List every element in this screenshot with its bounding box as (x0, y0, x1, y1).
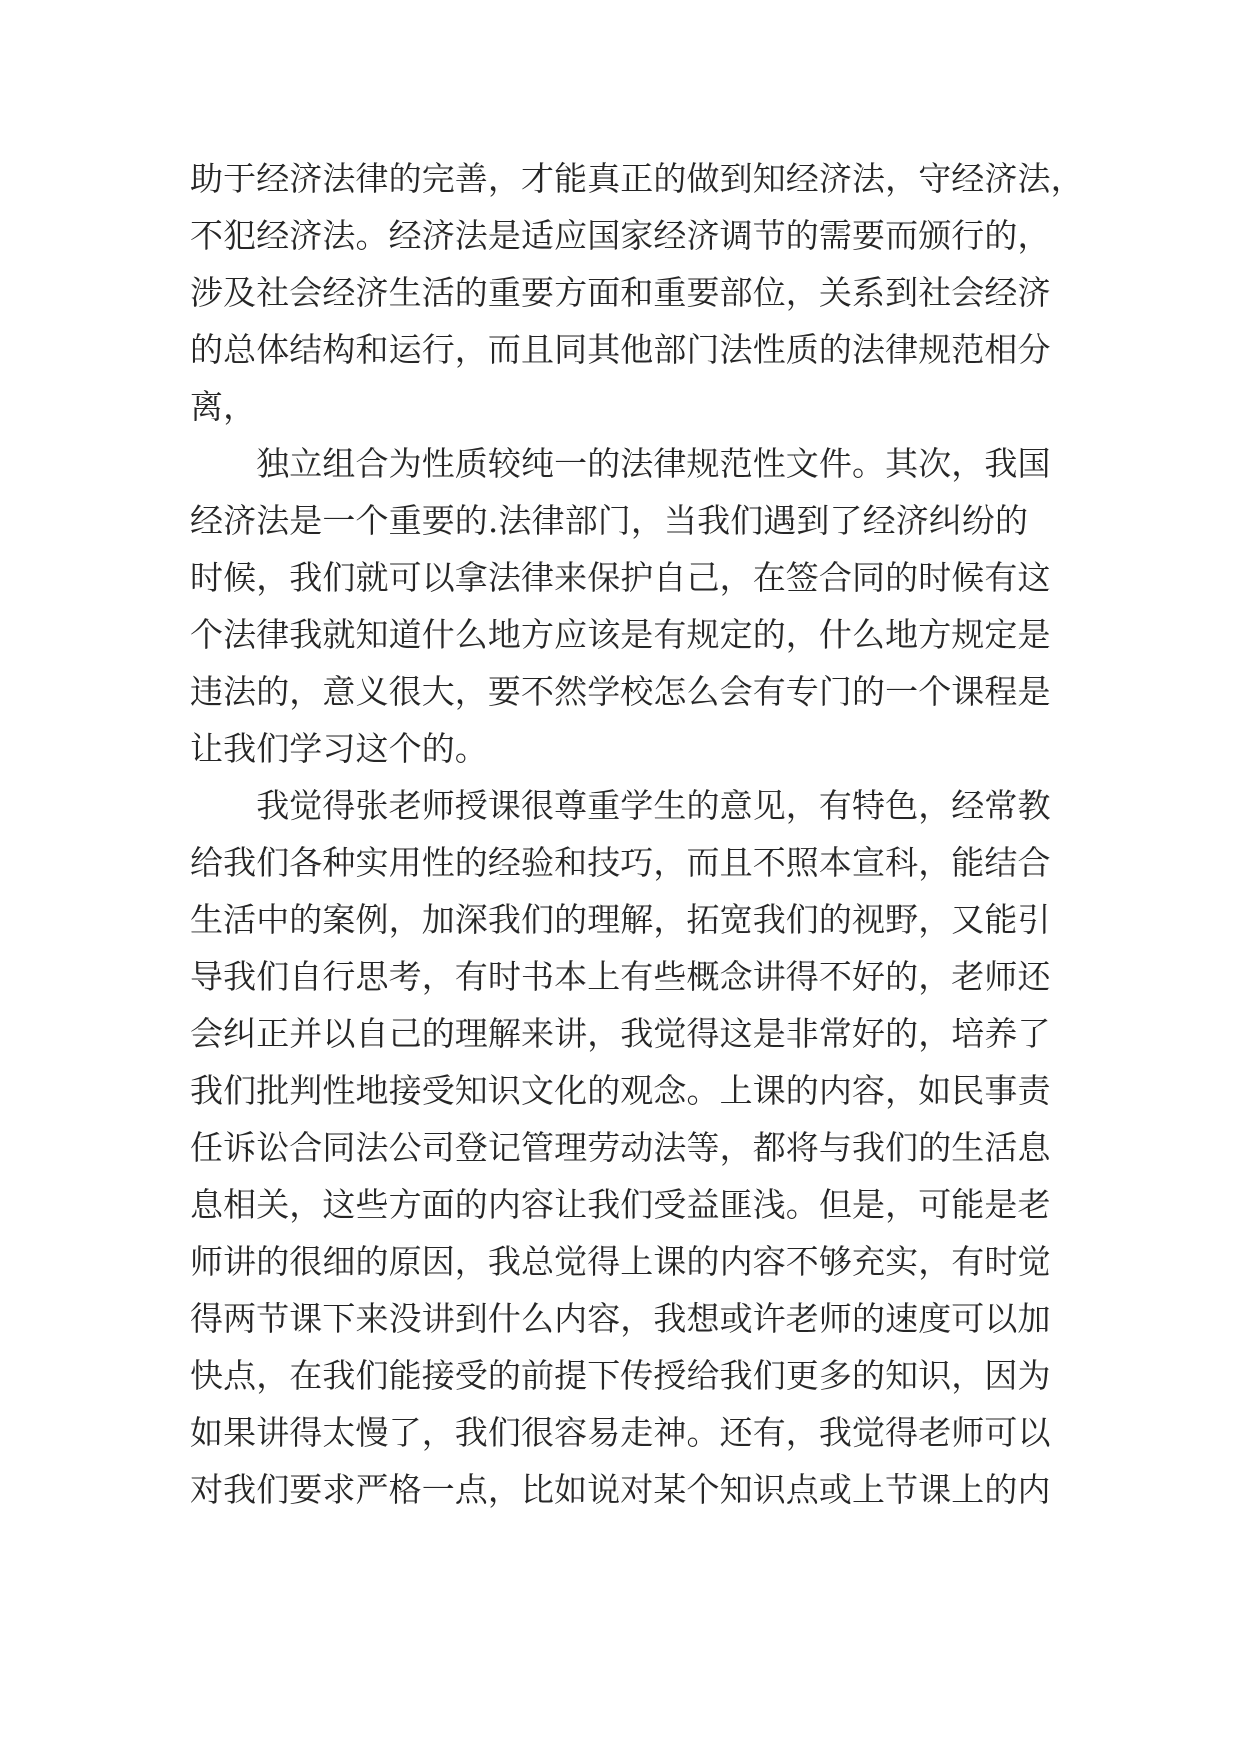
text-line: 让我们学习这个的。 (190, 729, 488, 768)
text-line: 我们批判性地接受知识文化的观念。上课的内容，如民事责 (190, 1071, 1051, 1110)
text-line: 快点，在我们能接受的前提下传授给我们更多的知识，因为 (190, 1356, 1051, 1395)
text-line: 任诉讼合同法公司登记管理劳动法等，都将与我们的生活息 (190, 1128, 1051, 1167)
text-line: 违法的，意义很大，要不然学校怎么会有专门的一个课程是 (190, 672, 1051, 711)
text-line: 个法律我就知道什么地方应该是有规定的，什么地方规定是 (190, 615, 1051, 654)
text-line: 生活中的案例，加深我们的理解，拓宽我们的视野，又能引 (190, 900, 1051, 939)
text-line: 对我们要求严格一点，比如说对某个知识点或上节课上的内 (190, 1470, 1051, 1509)
text-line: 的总体结构和运行，而且同其他部门法性质的法律规范相分 (190, 330, 1051, 369)
text-line: 师讲的很细的原因，我总觉得上课的内容不够充实，有时觉 (190, 1242, 1051, 1281)
text-line: 息相关，这些方面的内容让我们受益匪浅。但是，可能是老 (190, 1185, 1051, 1224)
text-line: 如果讲得太慢了，我们很容易走神。还有，我觉得老师可以 (190, 1413, 1051, 1452)
text-line: 独立组合为性质较纯一的法律规范性文件。其次，我国 (190, 444, 1051, 483)
text-line: 离， (190, 387, 257, 426)
text-line: 涉及社会经济生活的重要方面和重要部位，关系到社会经济 (190, 273, 1051, 312)
text-line: 会纠正并以自己的理解来讲，我觉得这是非常好的，培养了 (190, 1014, 1051, 1053)
text-line: 给我们各种实用性的经验和技巧，而且不照本宣科，能结合 (190, 843, 1051, 882)
text-line: 不犯经济法。经济法是适应国家经济调节的需要而颁行的， (190, 216, 1051, 255)
text-line: 得两节课下来没讲到什么内容，我想或许老师的速度可以加 (190, 1299, 1051, 1338)
document-body (190, 150, 1090, 1518)
text-line: 助于经济法律的完善，才能真正的做到知经济法，守经济法， (190, 159, 1084, 198)
text-line: 我觉得张老师授课很尊重学生的意见，有特色，经常教 (190, 786, 1051, 825)
text-line: 经济法是一个重要的.法律部门，当我们遇到了经济纠纷的 (190, 501, 1029, 540)
text-line: 导我们自行思考，有时书本上有些概念讲得不好的，老师还 (190, 957, 1051, 996)
text-line: 时候，我们就可以拿法律来保护自己，在签合同的时候有这 (190, 558, 1051, 597)
